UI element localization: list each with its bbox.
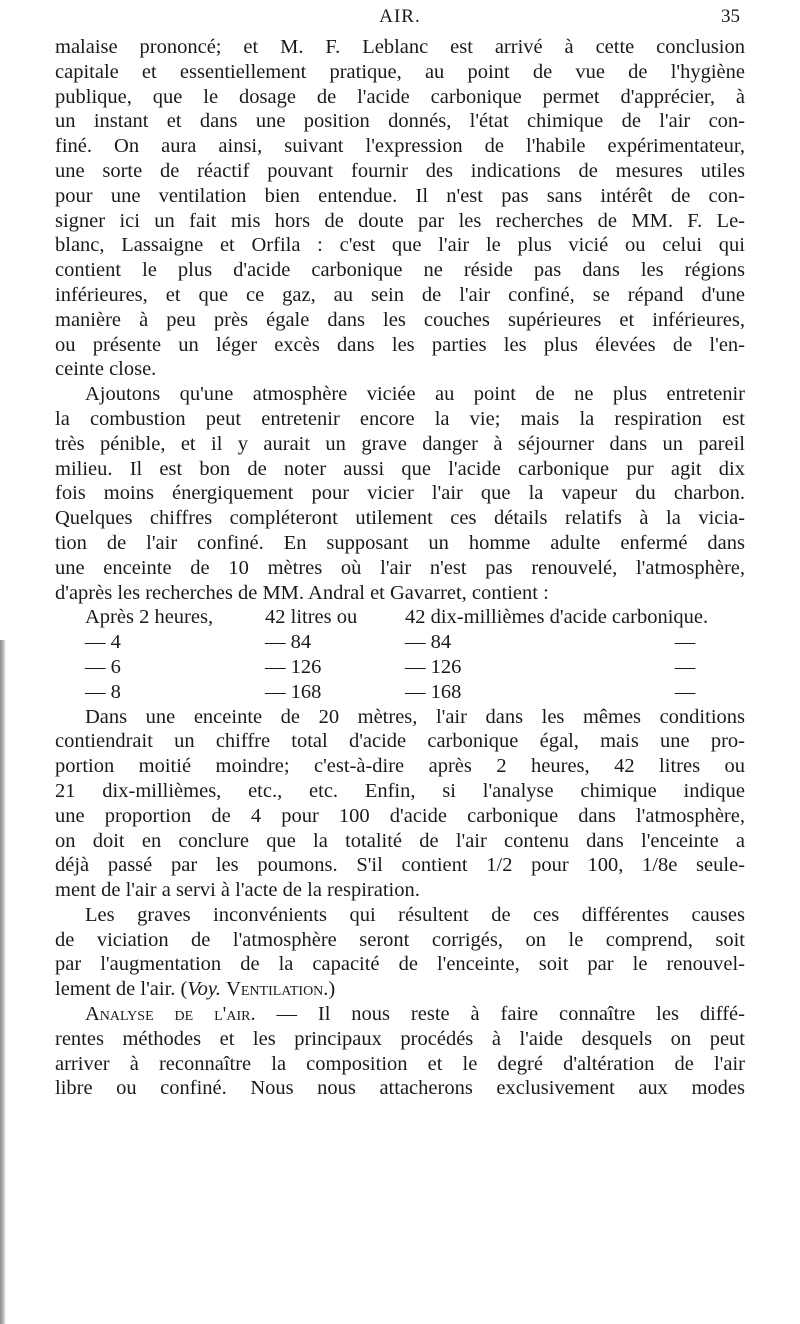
table-row (55, 680, 745, 705)
body-text (55, 35, 745, 1101)
text-line: capitale et essentiellement pratique, au point de vue de l'hygiène (55, 60, 745, 83)
text-line: malaise prononcé; et M. F. Leblanc est arrivé à cette conclusion (55, 36, 745, 58)
paragraph-3 (55, 705, 745, 903)
text-line: une sorte de réactif pouvant fournir des indications de mesures utiles (55, 159, 745, 182)
table-cell: — 4 (85, 631, 121, 654)
text-span: — Il nous reste à faire connaître les diffé- (255, 1003, 745, 1026)
text-line: ou présente un léger excès dans les parties les plus élevées de l'en- (55, 333, 745, 356)
text-line: libre ou confiné. Nous nous attacherons exclusivement aux modes (55, 1077, 745, 1100)
text-line: Quelques chiffres compléteront utilement ces détails relatifs à la vicia- (55, 507, 745, 530)
text-line: Dans une enceinte de 20 mètres, l'air dans les mêmes conditions (85, 705, 745, 728)
text-line: inférieures, et que ce gaz, au sein de l'air confiné, se répand d'une (55, 283, 745, 306)
table-cell: — (674, 631, 696, 654)
text-line: ment de l'air a servi à l'acte de la respiration. (55, 879, 420, 902)
text-line (55, 977, 745, 1002)
text-line: manière à peu près égale dans les couches supérieures et inférieures, (55, 308, 745, 331)
text-line: portion moitié moindre; c'est-à-dire après 2 heures, 42 litres ou (55, 755, 745, 778)
running-header (60, 6, 740, 32)
text-line: signer ici un fait mis hors de doute par les recherches de MM. F. Le- (55, 209, 745, 232)
paragraph-2 (55, 382, 745, 605)
text-line: Ajoutons qu'une atmosphère viciée au point de ne plus entretenir (85, 383, 745, 406)
table-cell: — 84 (405, 631, 452, 654)
voy-abbrev: Voy. (187, 978, 221, 1001)
table-cell: 42 litres ou (265, 606, 358, 629)
text-line: fois moins énergiquement pour vicier l'air que la vapeur du charbon. (55, 482, 745, 505)
text-line: contiendrait un chiffre total d'acide carbonique égal, mais une pro- (55, 730, 745, 753)
text-line: de viciation de l'atmosphère seront corrigés, on le comprend, soit (55, 928, 745, 951)
paragraph-1 (55, 35, 745, 382)
text-line: blanc, Lassaigne et Orfila : c'est que l'air le plus vicié ou celui qui (55, 234, 745, 257)
table-row (55, 655, 745, 680)
text-line: ceinte close. (55, 358, 157, 381)
text-line: on doit en conclure que la totalité de l'air contenu dans l'enceinte a (55, 829, 745, 852)
text-line: publique, que le dosage de l'acide carbonique permet d'apprécier, à (55, 85, 745, 108)
table-cell: — 6 (85, 655, 121, 678)
table-cell: — 168 (265, 680, 322, 703)
text-line: déjà passé par les poumons. S'il contient 1/2 pour 100, 1/8e seule- (55, 854, 745, 877)
text-line: finé. On aura ainsi, suivant l'expression de l'habile expérimentateur, (55, 135, 745, 158)
text-span: ) (328, 978, 336, 1001)
text-line: pour une ventilation bien entendue. Il n'est pas sans intérêt de con- (55, 184, 745, 207)
text-line: une proportion de 4 pour 100 d'acide carbonique dans l'atmosphère, (55, 804, 745, 827)
text-span: lement de l'air. ( (55, 978, 188, 1001)
table-cell: — 126 (405, 655, 462, 678)
text-line: 21 dix-millièmes, etc., etc. Enfin, si l'analyse chimique indique (55, 779, 745, 802)
running-title: AIR. (379, 6, 421, 27)
text-line: un instant et dans une position donnés, l'état chimique de l'air con- (55, 110, 745, 133)
paragraph-4 (55, 903, 745, 1002)
table-cell: — 126 (265, 655, 322, 678)
paragraph-5 (55, 1002, 745, 1101)
table-cell: — (674, 655, 696, 678)
text-line: milieu. Il est bon de noter aussi que l'acide carbonique pur agit dix (55, 457, 745, 480)
text-line: arriver à reconnaître la composition et le degré d'altération de l'air (55, 1052, 745, 1075)
page-edge-shadow (0, 640, 6, 1324)
table-cell: — 8 (85, 680, 121, 703)
table-cell: — (674, 680, 696, 703)
table-cell: — 168 (405, 680, 462, 703)
table-cell: Après 2 heures, (85, 606, 214, 629)
table-cell: — 84 (265, 631, 312, 654)
table-row (55, 605, 745, 630)
table-cell: 42 dix-millièmes d'acide carbonique. (405, 606, 709, 629)
cross-reference: Ventilation. (226, 978, 329, 1001)
text-line: tion de l'air confiné. En supposant un homme adulte enfermé dans (55, 531, 745, 554)
text-line: Les graves inconvénients qui résultent de ces différentes causes (85, 903, 745, 926)
section-heading: Analyse de l'air. (85, 1003, 256, 1026)
text-line: une enceinte de 10 mètres où l'air n'est pas renouvelé, l'atmosphère, (55, 556, 745, 579)
co2-table (55, 605, 745, 704)
text-line: très pénible, et il y aurait un grave danger à séjourner dans un pareil (55, 432, 745, 455)
text-line (55, 1002, 745, 1027)
text-line: rentes méthodes et les principaux procédés à l'aide desquels on peut (55, 1027, 745, 1050)
text-line: par l'augmentation de la capacité de l'enceinte, soit par le renouvel- (55, 953, 745, 976)
page-number: 35 (721, 6, 740, 27)
text-line: contient le plus d'acide carbonique ne réside pas dans les régions (55, 259, 745, 282)
table-row (55, 630, 745, 655)
text-line: la combustion peut entretenir encore la vie; mais la respiration est (55, 407, 745, 430)
text-line: d'après les recherches de MM. Andral et Gavarret, contient : (55, 581, 549, 604)
